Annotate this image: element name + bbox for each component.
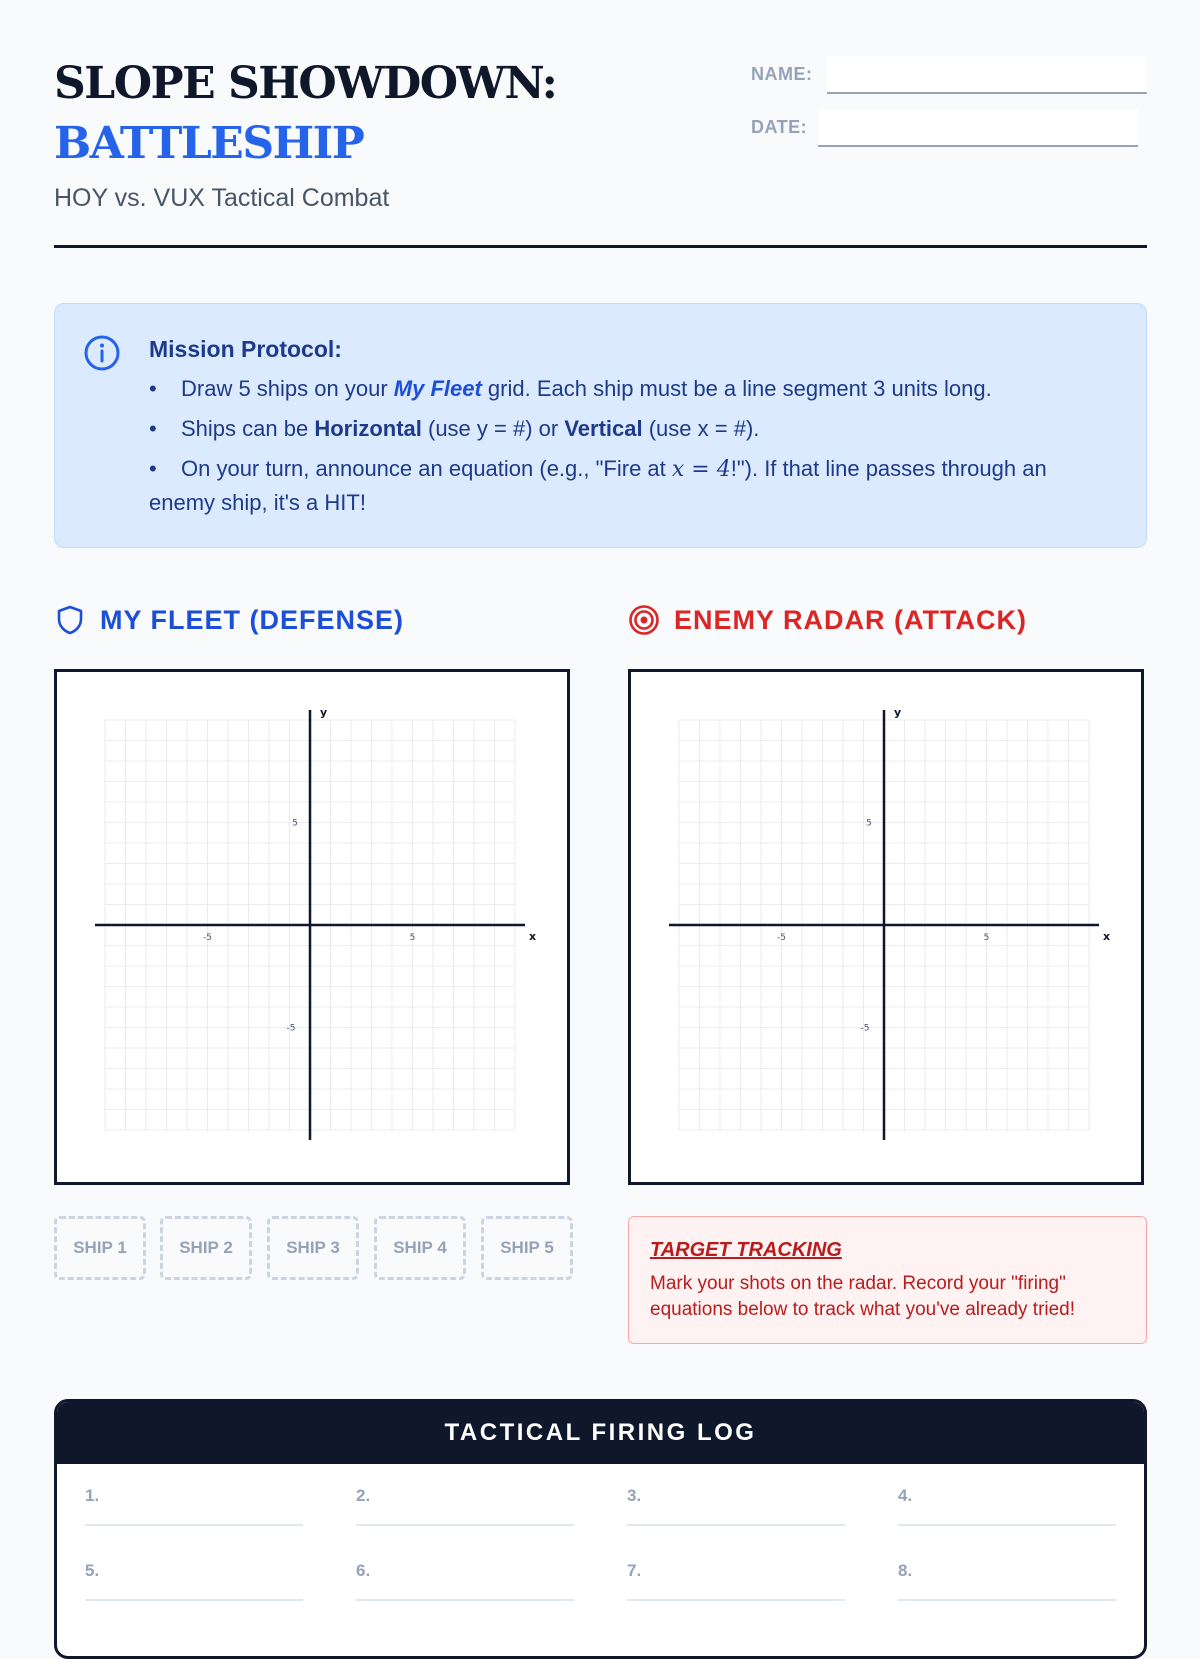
- protocol-title: Mission Protocol:: [149, 336, 342, 362]
- log-entry-number: 7.: [627, 1561, 642, 1580]
- coordinate-plane: [57, 672, 567, 1182]
- y-tick-label: 5: [866, 818, 872, 829]
- ship-slot-1[interactable]: SHIP 1: [54, 1216, 146, 1280]
- x-tick-label: 5: [983, 933, 990, 943]
- title-line-2: BATTLESHIP: [54, 118, 364, 169]
- horizontal-emphasis: Horizontal: [314, 416, 422, 441]
- target-icon: [628, 604, 660, 636]
- log-entry-8[interactable]: [898, 1561, 1116, 1601]
- protocol-list: [149, 372, 1109, 526]
- coordinate-plane: [631, 672, 1141, 1182]
- title-line-1: SLOPE SHOWDOWN:: [54, 58, 557, 109]
- subtitle: HOY vs. VUX Tactical Combat: [54, 184, 390, 212]
- ship-slot-2[interactable]: SHIP 2: [160, 1216, 252, 1280]
- header-divider: [54, 245, 1147, 248]
- log-entry-6[interactable]: [356, 1561, 574, 1601]
- firing-log: [54, 1399, 1147, 1659]
- y-tick-label: -5: [286, 1023, 296, 1034]
- y-axis-label: y: [320, 706, 328, 719]
- protocol-item-2: • Ships can be Horizontal (use y = #) or Vertical (use x = #).: [149, 412, 1109, 445]
- my-fleet-emphasis: My Fleet: [393, 376, 482, 401]
- x-tick-label: 5: [409, 933, 416, 943]
- log-entry-1[interactable]: [85, 1486, 303, 1526]
- name-label: NAME:: [751, 64, 813, 84]
- bullet: •: [149, 416, 157, 441]
- my-fleet-grid[interactable]: [54, 669, 570, 1185]
- protocol-item-3: • On your turn, announce an equation (e.g., "Fire at x = 4!"). If that line passes through an enemy ship, it's a HIT!: [149, 452, 1109, 519]
- log-entry-3[interactable]: [627, 1486, 845, 1526]
- log-entry-5[interactable]: [85, 1561, 303, 1601]
- log-entry-2[interactable]: [356, 1486, 574, 1526]
- ship-slot-4[interactable]: SHIP 4: [374, 1216, 466, 1280]
- log-entry-number: 3.: [627, 1486, 642, 1505]
- ship-slot-3[interactable]: SHIP 3: [267, 1216, 359, 1280]
- ship-slot-5[interactable]: SHIP 5: [481, 1216, 573, 1280]
- vertical-emphasis: Vertical: [564, 416, 643, 441]
- x-axis-label: x: [529, 930, 537, 943]
- date-label: DATE:: [751, 117, 808, 137]
- log-entry-number: 2.: [356, 1486, 371, 1505]
- firing-log-heading: TACTICAL FIRING LOG: [57, 1402, 1144, 1464]
- name-field[interactable]: [827, 56, 1147, 94]
- x-axis-label: x: [1103, 930, 1111, 943]
- protocol-item-1: • Draw 5 ships on your My Fleet grid. Each ship must be a line segment 3 units long.: [149, 372, 1109, 405]
- info-icon: [83, 334, 121, 372]
- x-tick-label: -5: [777, 933, 786, 943]
- my-fleet-heading-text: MY FLEET (DEFENSE): [100, 604, 405, 635]
- enemy-radar-grid[interactable]: [628, 669, 1144, 1185]
- target-tracking-title: TARGET TRACKING: [650, 1239, 842, 1261]
- target-tracking-text: Mark your shots on the radar. Record your "firing" equations below to track what you've already tried!: [650, 1273, 1076, 1320]
- log-entry-number: 1.: [85, 1486, 100, 1505]
- y-tick-label: -5: [860, 1023, 870, 1034]
- log-entry-number: 8.: [898, 1561, 913, 1580]
- log-entry-number: 4.: [898, 1486, 913, 1505]
- x-tick-label: -5: [203, 933, 212, 943]
- y-tick-label: 5: [292, 818, 298, 829]
- shield-icon: [54, 604, 86, 636]
- my-fleet-heading: [54, 604, 404, 636]
- enemy-radar-heading: [628, 604, 1027, 636]
- log-entry-number: 6.: [356, 1561, 371, 1580]
- example-equation: x = 4: [671, 457, 731, 482]
- log-entry-7[interactable]: [627, 1561, 845, 1601]
- log-entry-4[interactable]: [898, 1486, 1116, 1526]
- date-field[interactable]: [818, 109, 1138, 147]
- enemy-radar-heading-text: ENEMY RADAR (ATTACK): [674, 604, 1027, 635]
- y-axis-label: y: [894, 706, 902, 719]
- bullet: •: [149, 376, 157, 401]
- mission-protocol-box: [54, 303, 1147, 548]
- bullet: •: [149, 456, 157, 481]
- log-entry-number: 5.: [85, 1561, 100, 1580]
- target-tracking-box: [628, 1216, 1147, 1344]
